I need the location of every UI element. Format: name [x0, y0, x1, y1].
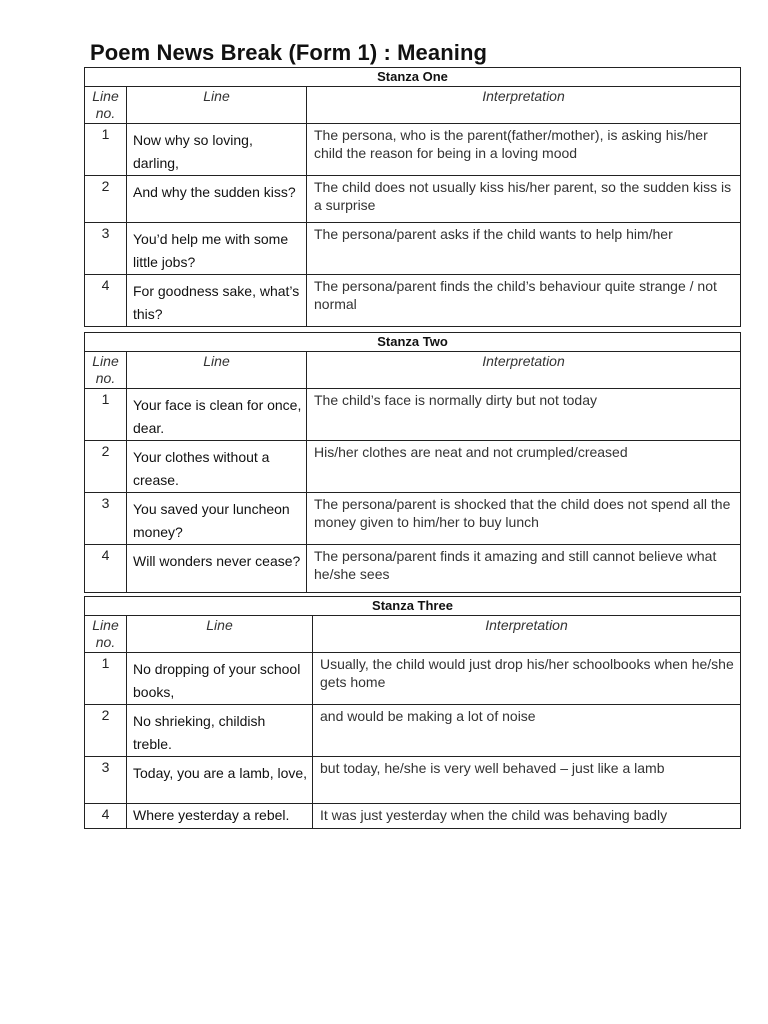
interpretation-text: Usually, the child would just drop his/her schoolbooks when he/she gets home [313, 653, 741, 705]
table-row [85, 545, 741, 593]
poem-line: For goodness sake, what’s this? [127, 275, 307, 327]
table-row [85, 705, 741, 757]
line-number: 3 [85, 757, 127, 804]
poem-line: Now why so loving, darling, [127, 124, 307, 176]
interpretation-text: The child’s face is normally dirty but not today [307, 389, 741, 441]
line-header: Line [127, 352, 307, 389]
table-row [85, 653, 741, 705]
page-title: Poem News Break (Form 1) : Meaning [90, 40, 488, 65]
interpretation-text: The persona/parent finds it amazing and still cannot believe what he/she sees [307, 545, 741, 593]
interpretation-text: The persona, who is the parent(father/mother), is asking his/her child the reason for being in a loving mood [307, 124, 741, 176]
table-row [85, 223, 741, 275]
table-row [85, 757, 741, 804]
table-row [85, 124, 741, 176]
line-number: 4 [85, 804, 127, 829]
poem-line: Your clothes without a crease. [127, 441, 307, 493]
interpretation-text: The persona/parent asks if the child wants to help him/her [307, 223, 741, 275]
line-number: 1 [85, 389, 127, 441]
interpretation-header: Interpretation [307, 87, 741, 124]
stanza-three-table [84, 596, 741, 829]
interpretation-header: Interpretation [307, 352, 741, 389]
line-number: 3 [85, 223, 127, 275]
line-number: 2 [85, 176, 127, 223]
poem-line: Today, you are a lamb, love, [127, 757, 313, 804]
line-no-header: Line no. [85, 616, 127, 653]
poem-line: No shrieking, childish treble. [127, 705, 313, 757]
line-number: 1 [85, 653, 127, 705]
interpretation-text: The persona/parent finds the child’s behaviour quite strange / not normal [307, 275, 741, 327]
interpretation-text: His/her clothes are neat and not crumpled/creased [307, 441, 741, 493]
line-number: 2 [85, 705, 127, 757]
stanza-title: Stanza Three [85, 597, 741, 616]
interpretation-text: and would be making a lot of noise [313, 705, 741, 757]
poem-line: Your face is clean for once, dear. [127, 389, 307, 441]
poem-line: No dropping of your school books, [127, 653, 313, 705]
poem-line: Where yesterday a rebel. [127, 804, 313, 829]
line-number: 1 [85, 124, 127, 176]
table-row [85, 493, 741, 545]
interpretation-text: The persona/parent is shocked that the child does not spend all the money given to him/her to buy lunch [307, 493, 741, 545]
interpretation-text: The child does not usually kiss his/her parent, so the sudden kiss is a surprise [307, 176, 741, 223]
table-row [85, 804, 741, 829]
poem-line: Will wonders never cease? [127, 545, 307, 593]
stanza-one-table [84, 67, 741, 327]
interpretation-text: It was just yesterday when the child was behaving badly [313, 804, 741, 829]
line-number: 4 [85, 545, 127, 593]
line-header: Line [127, 87, 307, 124]
line-number: 2 [85, 441, 127, 493]
interpretation-text: but today, he/she is very well behaved – just like a lamb [313, 757, 741, 804]
line-no-header: Line no. [85, 352, 127, 389]
line-number: 4 [85, 275, 127, 327]
stanza-title: Stanza One [85, 68, 741, 87]
table-row [85, 389, 741, 441]
line-header: Line [127, 616, 313, 653]
poem-line: You saved your luncheon money? [127, 493, 307, 545]
poem-line: And why the sudden kiss? [127, 176, 307, 223]
table-row [85, 176, 741, 223]
stanza-two-table [84, 332, 741, 593]
line-no-header: Line no. [85, 87, 127, 124]
line-number: 3 [85, 493, 127, 545]
interpretation-header: Interpretation [313, 616, 741, 653]
table-row [85, 441, 741, 493]
table-row [85, 275, 741, 327]
stanza-title: Stanza Two [85, 333, 741, 352]
poem-line: You’d help me with some little jobs? [127, 223, 307, 275]
